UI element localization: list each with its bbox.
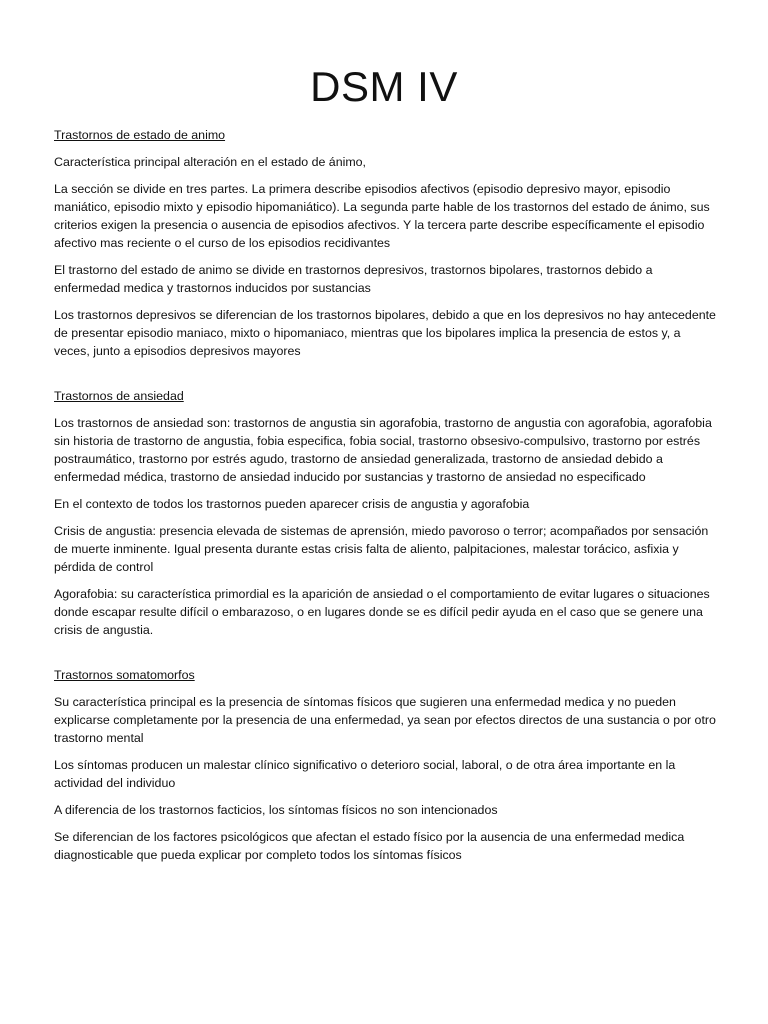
paragraph: La sección se divide en tres partes. La primera describe episodios afectivos (episodio depresivo mayor, episodio maniático, episodio mixto y episodio hipomaniático). La segunda parte hable de los trastornos del estado de ánimo, sus criterios exigen la presencia o ausencia de episodios afectivos. Y la tercera parte describe específicamente el episodio afectivo mas reciente o el curso de los episodios recidivantes xyxy=(54,182,710,250)
document-title: DSM IV xyxy=(310,63,458,110)
paragraph: A diferencia de los trastornos facticios, los síntomas físicos no son intencionados xyxy=(54,803,498,817)
section-trastornos-somatomorfos xyxy=(54,666,716,864)
section-trastornos-estado-animo xyxy=(54,126,716,360)
section-heading: Trastornos de ansiedad xyxy=(54,389,184,403)
paragraph: Los síntomas producen un malestar clínico significativo o deterioro social, laboral, o de otra área importante en la actividad del individuo xyxy=(54,758,676,790)
section-trastornos-ansiedad xyxy=(54,387,716,639)
paragraph: Crisis de angustia: presencia elevada de sistemas de aprensión, miedo pavoroso o terror; acompañados por sensación de muerte inminente. Igual presenta durante estas crisis falta de aliento, palpitaciones, malestar torácico, asfixia y pérdida de control xyxy=(54,524,709,574)
section-heading: Trastornos de estado de animo xyxy=(54,128,226,142)
document-body xyxy=(54,126,716,873)
paragraph: En el contexto de todos los trastornos pueden aparecer crisis de angustia y agorafobia xyxy=(54,497,530,511)
section-heading: Trastornos somatomorfos xyxy=(54,668,195,682)
paragraph: Los trastornos de ansiedad son: trastornos de angustia sin agorafobia, trastorno de angustia con agorafobia, agorafobia sin historia de trastorno de angustia, fobia especifica, fobia social, trastorno obsesivo-compulsivo, trastorno por estrés postraumático, trastorno por estrés agudo, trastorno de ansiedad generalizada, trastorno de ansiedad debido a enfermedad médica, trastorno de ansiedad inducido por sustancias y trastorno de ansiedad no especificado xyxy=(54,416,712,484)
paragraph: Se diferencian de los factores psicológicos que afectan el estado físico por la ausencia de una enfermedad medica diagnosticable que pueda explicar por completo todos los síntomas físicos xyxy=(54,830,685,862)
paragraph: Agorafobia: su característica primordial es la aparición de ansiedad o el comportamiento de evitar lugares o situaciones donde escapar resulte difícil o embarazoso, o en lugares donde se es difícil pedir ayuda en el caso que se genere una crisis de angustia. xyxy=(54,587,710,637)
paragraph: Su característica principal es la presencia de síntomas físicos que sugieren una enfermedad medica y no pueden explicarse completamente por la presencia de una enfermedad, ya sean por efectos directos de una sustancia o por otro trastorno mental xyxy=(54,695,716,745)
paragraph: Los trastornos depresivos se diferencian de los trastornos bipolares, debido a que en los depresivos no hay antecedente de presentar episodio maniaco, mixto o hipomaniaco, mientras que los bipolares implica la presencia de estos y, a veces, junto a episodios depresivos mayores xyxy=(54,308,716,358)
paragraph: El trastorno del estado de animo se divide en trastornos depresivos, trastornos bipolares, trastornos debido a enfermedad medica y trastornos inducidos por sustancias xyxy=(54,263,653,295)
paragraph: Característica principal alteración en el estado de ánimo, xyxy=(54,155,366,169)
